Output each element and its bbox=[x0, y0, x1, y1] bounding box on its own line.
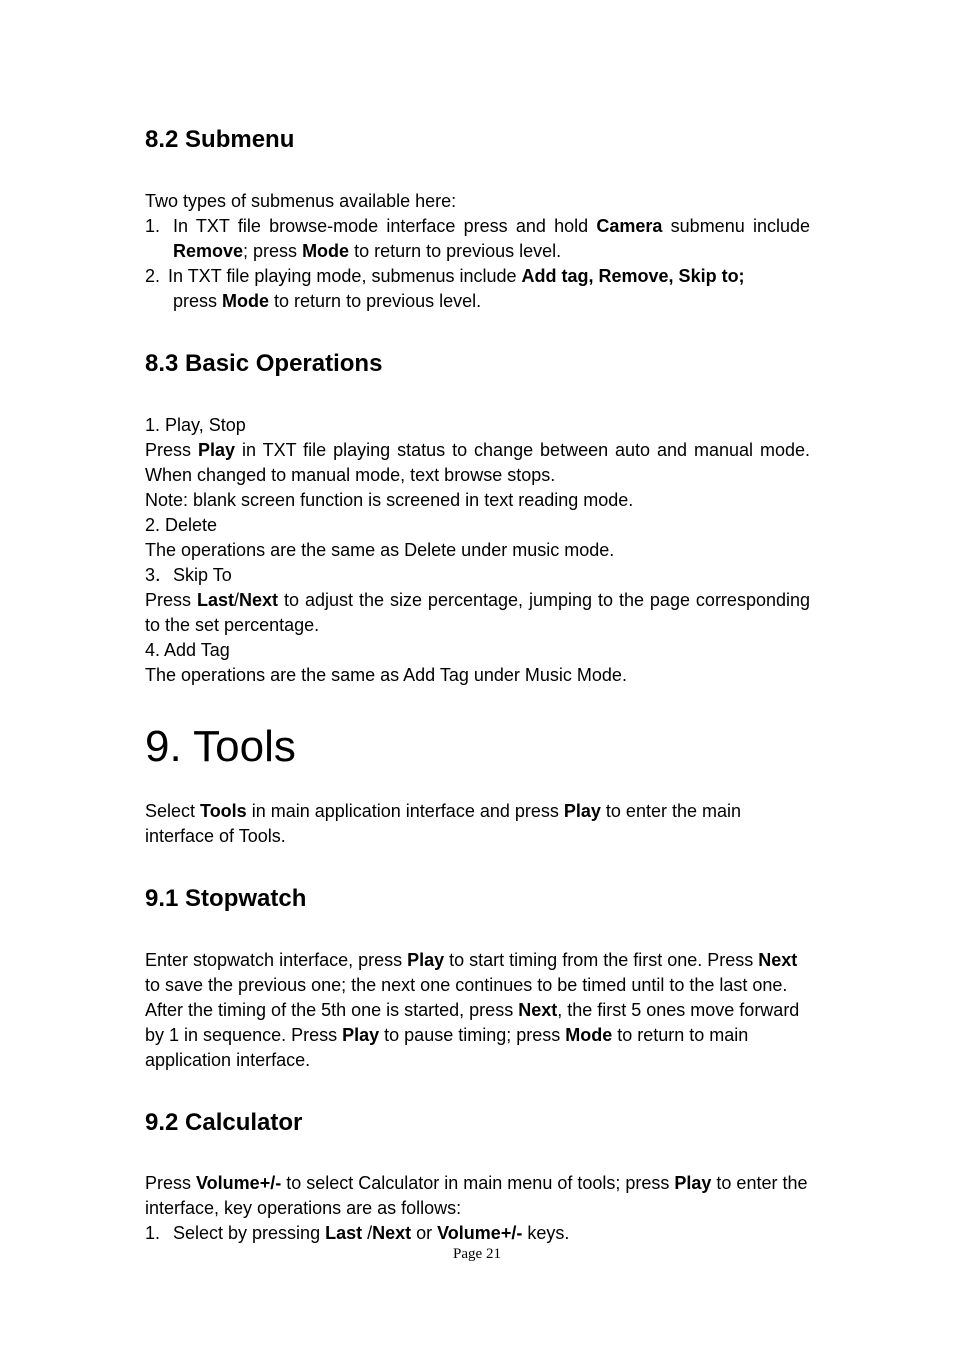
op-title-play-stop: 1. Play, Stop bbox=[145, 415, 246, 435]
op-text-delete: The operations are the same as Delete under music mode. bbox=[145, 540, 615, 560]
op-title-skip-to: 3．Skip To bbox=[145, 565, 232, 585]
tools-intro: Select Tools in main application interface and press Play to enter the main interface of Tools. bbox=[145, 801, 742, 846]
op-title-add-tag: 4. Add Tag bbox=[145, 640, 230, 660]
op-text-play-stop: Press Play in TXT file playing status to change between auto and manual mode. When changed to manual mode, text browse stops. bbox=[145, 440, 810, 485]
stopwatch-text: Enter stopwatch interface, press Play to start timing from the first one. Press Next to save the previous one; the next one continues to be timed until to the last one. After the timing of the 5th one is started, press Next, the first 5 ones move forward by 1 in sequence. Press Play to pause timing; press Mode to return to main application interface. bbox=[145, 950, 800, 1070]
op-note: Note: blank screen function is screened in text reading mode. bbox=[145, 490, 634, 510]
item-number: 2. bbox=[145, 266, 161, 286]
submenu-item-1: 1. In TXT file browse-mode interface press and hold Camera submenu include Remove; press Mode to return to previous level. bbox=[145, 214, 810, 264]
page-content bbox=[145, 124, 810, 1246]
section-heading-9-2: 9.2 Calculator bbox=[145, 1109, 303, 1136]
item-number: 1. bbox=[145, 1223, 161, 1243]
chapter-heading-9: 9. Tools bbox=[145, 722, 296, 771]
op-text-add-tag: The operations are the same as Add Tag under Music Mode. bbox=[145, 665, 627, 685]
page-number: Page 21 bbox=[453, 1246, 501, 1262]
section-heading-8-3: 8.3 Basic Operations bbox=[145, 350, 383, 377]
op-text-skip-to: Press Last/Next to adjust the size percentage, jumping to the page corresponding to the set percentage. bbox=[145, 590, 811, 635]
calculator-item-1: 1. Select by pressing Last /Next or Volume+/- keys. bbox=[145, 1221, 810, 1246]
item-number: 1. bbox=[145, 216, 161, 236]
calculator-intro: Press Volume+/- to select Calculator in main menu of tools; press Play to enter the interface, key operations are as follows: bbox=[145, 1173, 808, 1218]
submenu-item-2: 2. In TXT file playing mode, submenus include Add tag, Remove, Skip to; press Mode to return to previous level. bbox=[145, 264, 810, 314]
submenu-intro: Two types of submenus available here: bbox=[145, 191, 457, 211]
op-title-delete: 2. Delete bbox=[145, 515, 218, 535]
section-heading-8-2: 8.2 Submenu bbox=[145, 126, 295, 153]
section-heading-9-1: 9.1 Stopwatch bbox=[145, 885, 307, 912]
